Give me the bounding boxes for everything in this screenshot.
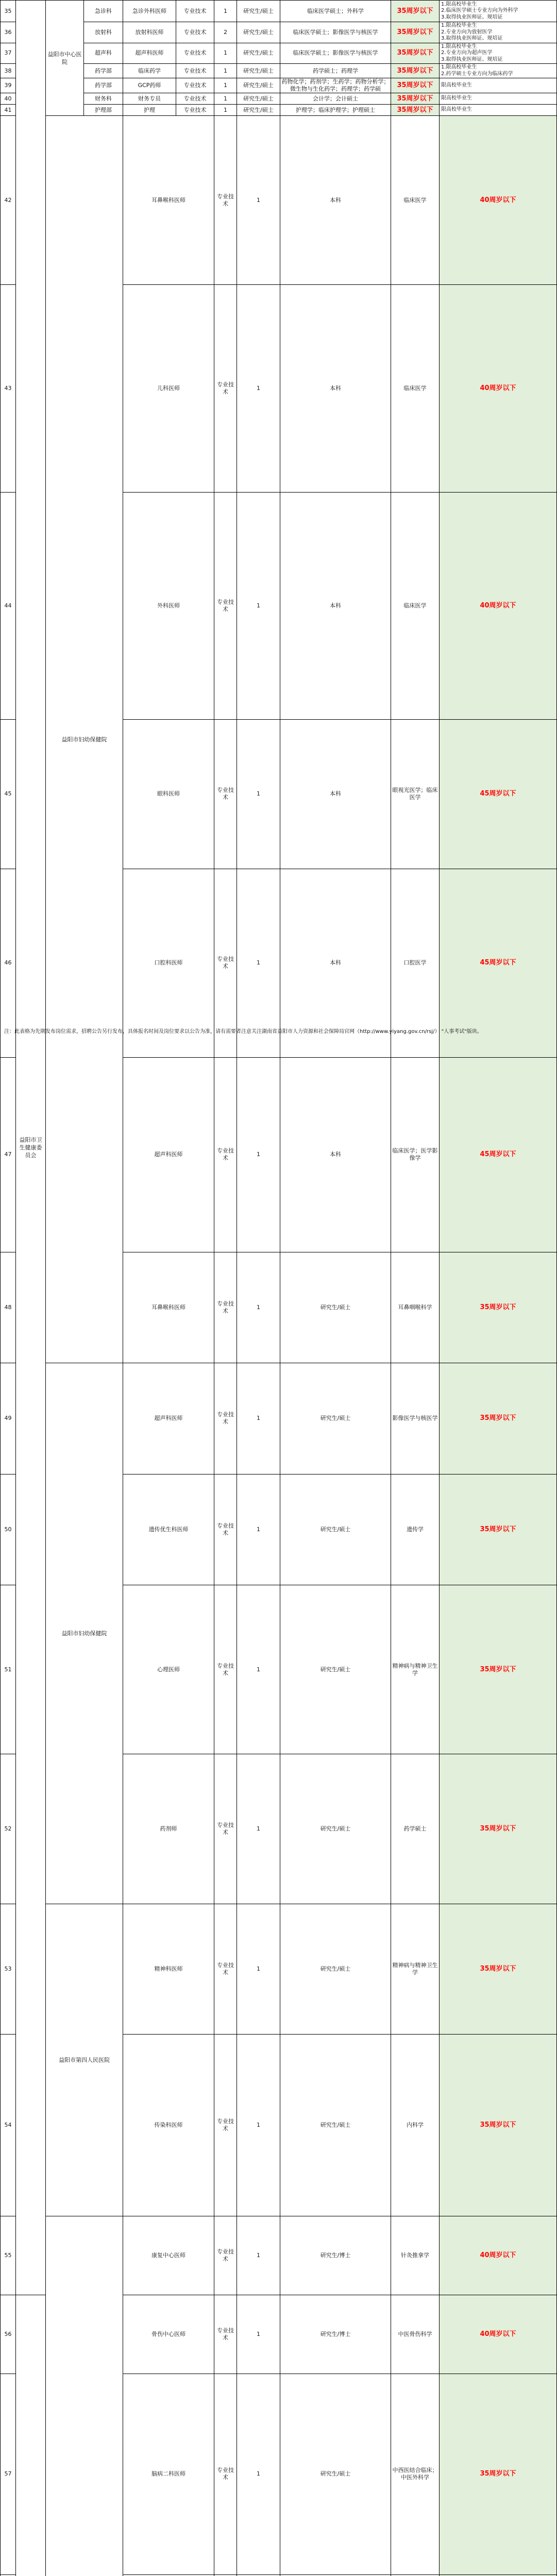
post-type-cell: 专业技术: [214, 2295, 237, 2374]
age-cell: 35周岁以下: [391, 1, 440, 22]
major-cell: 临床医学: [391, 493, 440, 720]
post-cell: 儿科医师: [123, 285, 214, 493]
subdept-cell: 放射科: [84, 22, 123, 43]
major-cell: 药学硕士；药理学: [280, 64, 391, 78]
post-cell: 超声科医师: [123, 1363, 214, 1475]
requirements-cell: 1.限高校毕业生 2.临床医学硕士专业方向为外科学 3.取得执业医师证、规培证: [440, 1, 557, 22]
requirements-cell: 1.限高校毕业生 2.专业方向为超声医学 3.取得执业医师证、规培证: [440, 43, 557, 64]
education-cell: 本科: [280, 493, 391, 720]
footnote: 注：此表格为先期发布岗位需求，招聘公告另行发布，具体报名时间及岗位要求以公告为准，请有需要者注意关注湖南省益阳市人力资源和社会保障局官网（http://www.yiyang.gov.cn/rsj/） "人事考试"版块。: [4, 1028, 554, 1036]
age-cell: 35周岁以下: [391, 22, 440, 43]
major-cell: 针灸推拿学: [391, 2216, 440, 2295]
major-cell: 药物化学；药剂学；生药学；药物分析学；微生物与生化药学；药理学；药学硕: [280, 78, 391, 93]
row-number: 36: [1, 22, 16, 43]
row-number: 46: [1, 869, 16, 1058]
row-number: 38: [1, 64, 16, 78]
row-number: 54: [1, 2034, 16, 2216]
subdept-cell: 护理部: [84, 105, 123, 116]
post-cell: 外科医师: [123, 493, 214, 720]
education-cell: 研究生/硕士: [237, 22, 280, 43]
headcount-cell: 1: [214, 93, 237, 105]
major-cell: 中西医结合临床；中医外科学: [391, 2374, 440, 2575]
headcount-cell: 1: [237, 493, 280, 720]
row-number: 56: [1, 2295, 16, 2374]
unit-cell: 益阳市第四人民医院: [46, 1904, 123, 2216]
education-cell: 研究生/硕士: [237, 64, 280, 78]
row-number: 48: [1, 1252, 16, 1363]
major-cell: 眼视光医学；临床医学: [391, 719, 440, 869]
unit-cell: 益阳市中心医院: [46, 1, 84, 116]
post-cell: 骨伤中心医师: [123, 2295, 214, 2374]
headcount-cell: 1: [237, 116, 280, 285]
post-type-cell: 专业技术: [214, 285, 237, 493]
education-cell: 研究生/硕士: [237, 43, 280, 64]
age-cell: 40周岁以下: [440, 2295, 557, 2374]
unit-cell: 益阳市妇幼保健院: [46, 1363, 123, 1904]
unit-cell: [46, 2216, 123, 2576]
row-number: 42: [1, 116, 16, 285]
age-cell: 45周岁以下: [440, 719, 557, 869]
post-type-cell: 专业技术: [214, 1585, 237, 1754]
row-number: 44: [1, 493, 16, 720]
row-number: 37: [1, 43, 16, 64]
age-cell: 40周岁以下: [440, 116, 557, 285]
unit-cell: 益阳市妇幼保健院: [46, 116, 123, 1363]
post-cell: 超声科医师: [123, 43, 176, 64]
major-cell: 药学硕士: [391, 1754, 440, 1904]
post-cell: 超声科医师: [123, 1057, 214, 1252]
age-cell: 35周岁以下: [440, 1904, 557, 2034]
post-cell: 临床药学: [123, 64, 176, 78]
education-cell: 研究生/硕士: [280, 2034, 391, 2216]
age-cell: 35周岁以下: [440, 1474, 557, 1585]
age-cell: 35周岁以下: [391, 93, 440, 105]
headcount-cell: 1: [237, 719, 280, 869]
education-cell: 研究生/硕士: [237, 1, 280, 22]
education-cell: 本科: [280, 116, 391, 285]
table-row: [1, 105, 557, 116]
headcount-cell: 1: [237, 869, 280, 1058]
major-cell: 精神病与精神卫生学: [391, 1904, 440, 2034]
post-type-cell: 专业技术: [176, 1, 214, 22]
subdept-cell: 药学部: [84, 64, 123, 78]
row-number: 39: [1, 78, 16, 93]
headcount-cell: 1: [237, 1057, 280, 1252]
age-cell: 35周岁以下: [440, 2034, 557, 2216]
age-cell: 40周岁以下: [440, 2216, 557, 2295]
department-cell: [16, 2295, 46, 2576]
headcount-cell: 1: [214, 43, 237, 64]
education-cell: 研究生/硕士: [237, 93, 280, 105]
education-cell: 研究生/硕士: [280, 1754, 391, 1904]
education-cell: 研究生/博士: [280, 2216, 391, 2295]
row-number: 35: [1, 1, 16, 22]
age-cell: 35周岁以下: [440, 2374, 557, 2575]
education-cell: 本科: [280, 285, 391, 493]
post-cell: 放射科医师: [123, 22, 176, 43]
headcount-cell: 1: [237, 2034, 280, 2216]
requirements-cell: 1.限高校毕业生 2.药学硕士专业方向为临床药学: [440, 64, 557, 78]
age-cell: 35周岁以下: [391, 64, 440, 78]
headcount-cell: 1: [237, 1754, 280, 1904]
age-cell: 45周岁以下: [440, 1057, 557, 1252]
row-number: 52: [1, 1754, 16, 1904]
post-type-cell: 专业技术: [214, 2216, 237, 2295]
table-row: [1, 64, 557, 78]
headcount-cell: 1: [237, 2374, 280, 2575]
row-number: 50: [1, 1474, 16, 1585]
post-cell: 脑病二科医师: [123, 2374, 214, 2575]
major-cell: 耳鼻咽喉科学: [391, 1252, 440, 1363]
education-cell: 研究生/硕士: [280, 1363, 391, 1475]
table-row: [1, 116, 557, 285]
table-row: [1, 78, 557, 93]
post-type-cell: 专业技术: [176, 78, 214, 93]
post-cell: 药剂师: [123, 1754, 214, 1904]
education-cell: 研究生/硕士: [237, 105, 280, 116]
age-cell: 45周岁以下: [440, 869, 557, 1058]
major-cell: 影像医学与核医学: [391, 1363, 440, 1475]
post-cell: 康复中心医师: [123, 2216, 214, 2295]
requirements-cell: 限高校毕业生: [440, 78, 557, 93]
post-type-cell: 专业技术: [214, 1363, 237, 1475]
age-cell: 35周岁以下: [440, 1252, 557, 1363]
major-cell: 遗传学: [391, 1474, 440, 1585]
subdept-cell: 急诊科: [84, 1, 123, 22]
post-type-cell: 专业技术: [176, 22, 214, 43]
age-cell: 40周岁以下: [440, 493, 557, 720]
headcount-cell: 1: [214, 64, 237, 78]
row-number: 51: [1, 1585, 16, 1754]
post-type-cell: 专业技术: [176, 64, 214, 78]
post-cell: 护理: [123, 105, 176, 116]
requirements-cell: 1.限高校毕业生 2.专业方向为放射医学 3.取得执业医师证、规培证: [440, 22, 557, 43]
requirements-cell: 限高校毕业生: [440, 93, 557, 105]
headcount-cell: 1: [237, 1585, 280, 1754]
post-type-cell: 专业技术: [214, 493, 237, 720]
post-cell: 耳鼻喉科医师: [123, 1252, 214, 1363]
major-cell: 中医骨伤科学: [391, 2295, 440, 2374]
table-row: [1, 2216, 557, 2295]
page: [0, 0, 556, 1041]
age-cell: 35周岁以下: [391, 78, 440, 93]
subdept-cell: 药学部: [84, 78, 123, 93]
education-cell: 研究生/硕士: [280, 1474, 391, 1585]
post-type-cell: 专业技术: [176, 105, 214, 116]
education-cell: 研究生/硕士: [280, 1252, 391, 1363]
post-cell: 眼科医师: [123, 719, 214, 869]
table-row: [1, 1363, 557, 1475]
age-cell: 35周岁以下: [440, 1754, 557, 1904]
headcount-cell: 1: [214, 105, 237, 116]
subdept-cell: 超声科: [84, 43, 123, 64]
age-cell: 35周岁以下: [440, 1585, 557, 1754]
table-row: [1, 43, 557, 64]
age-cell: 35周岁以下: [391, 105, 440, 116]
post-type-cell: 专业技术: [214, 869, 237, 1058]
table-row: [1, 93, 557, 105]
headcount-cell: 1: [214, 1, 237, 22]
age-cell: 35周岁以下: [440, 1363, 557, 1475]
post-cell: 精神科医师: [123, 1904, 214, 2034]
major-cell: 临床医学硕士；影像医学与核医学: [280, 43, 391, 64]
headcount-cell: 1: [237, 1474, 280, 1585]
post-cell: 急诊外科医师: [123, 1, 176, 22]
major-cell: 内科学: [391, 2034, 440, 2216]
major-cell: 临床医学；医学影像学: [391, 1057, 440, 1252]
table-row: [1, 1, 557, 22]
major-cell: 口腔医学: [391, 869, 440, 1058]
major-cell: 临床医学硕士；影像医学与核医学: [280, 22, 391, 43]
education-cell: 本科: [280, 869, 391, 1058]
age-cell: 35周岁以下: [391, 43, 440, 64]
headcount-cell: 1: [237, 1363, 280, 1475]
post-type-cell: 专业技术: [214, 719, 237, 869]
post-type-cell: 专业技术: [176, 43, 214, 64]
row-number: 45: [1, 719, 16, 869]
post-type-cell: 专业技术: [214, 1057, 237, 1252]
education-cell: 研究生/硕士: [280, 1585, 391, 1754]
education-cell: 研究生/硕士: [280, 1904, 391, 2034]
table-row: [1, 1904, 557, 2034]
post-cell: 口腔科医师: [123, 869, 214, 1058]
education-cell: 本科: [280, 1057, 391, 1252]
headcount-cell: 1: [214, 78, 237, 93]
major-cell: 精神病与精神卫生学: [391, 1585, 440, 1754]
row-number: 47: [1, 1057, 16, 1252]
subdept-cell: 财务科: [84, 93, 123, 105]
post-type-cell: 专业技术: [214, 116, 237, 285]
headcount-cell: 1: [237, 1904, 280, 2034]
row-number: 55: [1, 2216, 16, 2295]
major-cell: 护理学；临床护理学；护理硕士: [280, 105, 391, 116]
post-type-cell: 专业技术: [214, 1252, 237, 1363]
post-cell: 传染科医师: [123, 2034, 214, 2216]
education-cell: 研究生/硕士: [280, 2374, 391, 2575]
education-cell: 研究生/硕士: [237, 78, 280, 93]
post-type-cell: 专业技术: [214, 1474, 237, 1585]
post-type-cell: 专业技术: [176, 93, 214, 105]
post-cell: 心理医师: [123, 1585, 214, 1754]
post-cell: 财务专员: [123, 93, 176, 105]
post-cell: 耳鼻喉科医师: [123, 116, 214, 285]
headcount-cell: 1: [237, 285, 280, 493]
row-number: 53: [1, 1904, 16, 2034]
major-cell: 临床医学: [391, 285, 440, 493]
education-cell: 本科: [280, 719, 391, 869]
post-type-cell: 专业技术: [214, 2034, 237, 2216]
table-row: [1, 22, 557, 43]
post-cell: GCP药师: [123, 78, 176, 93]
row-number: 43: [1, 285, 16, 493]
headcount-cell: 1: [237, 1252, 280, 1363]
education-cell: 研究生/博士: [280, 2295, 391, 2374]
row-number: 49: [1, 1363, 16, 1475]
headcount-cell: 2: [214, 22, 237, 43]
row-number: 40: [1, 93, 16, 105]
row-number: 57: [1, 2374, 16, 2575]
major-cell: 临床医学硕士；外科学: [280, 1, 391, 22]
post-type-cell: 专业技术: [214, 1904, 237, 2034]
major-cell: 临床医学: [391, 116, 440, 285]
department-cell: 益阳市卫生健康委员会: [16, 1, 46, 2295]
row-number: 41: [1, 105, 16, 116]
post-cell: 遗传优生科医师: [123, 1474, 214, 1585]
post-type-cell: 专业技术: [214, 1754, 237, 1904]
headcount-cell: 1: [237, 2216, 280, 2295]
major-cell: 会计学；会计硕士: [280, 93, 391, 105]
post-type-cell: 专业技术: [214, 2374, 237, 2575]
requirements-cell: 限高校毕业生: [440, 105, 557, 116]
headcount-cell: 1: [237, 2295, 280, 2374]
age-cell: 40周岁以下: [440, 285, 557, 493]
